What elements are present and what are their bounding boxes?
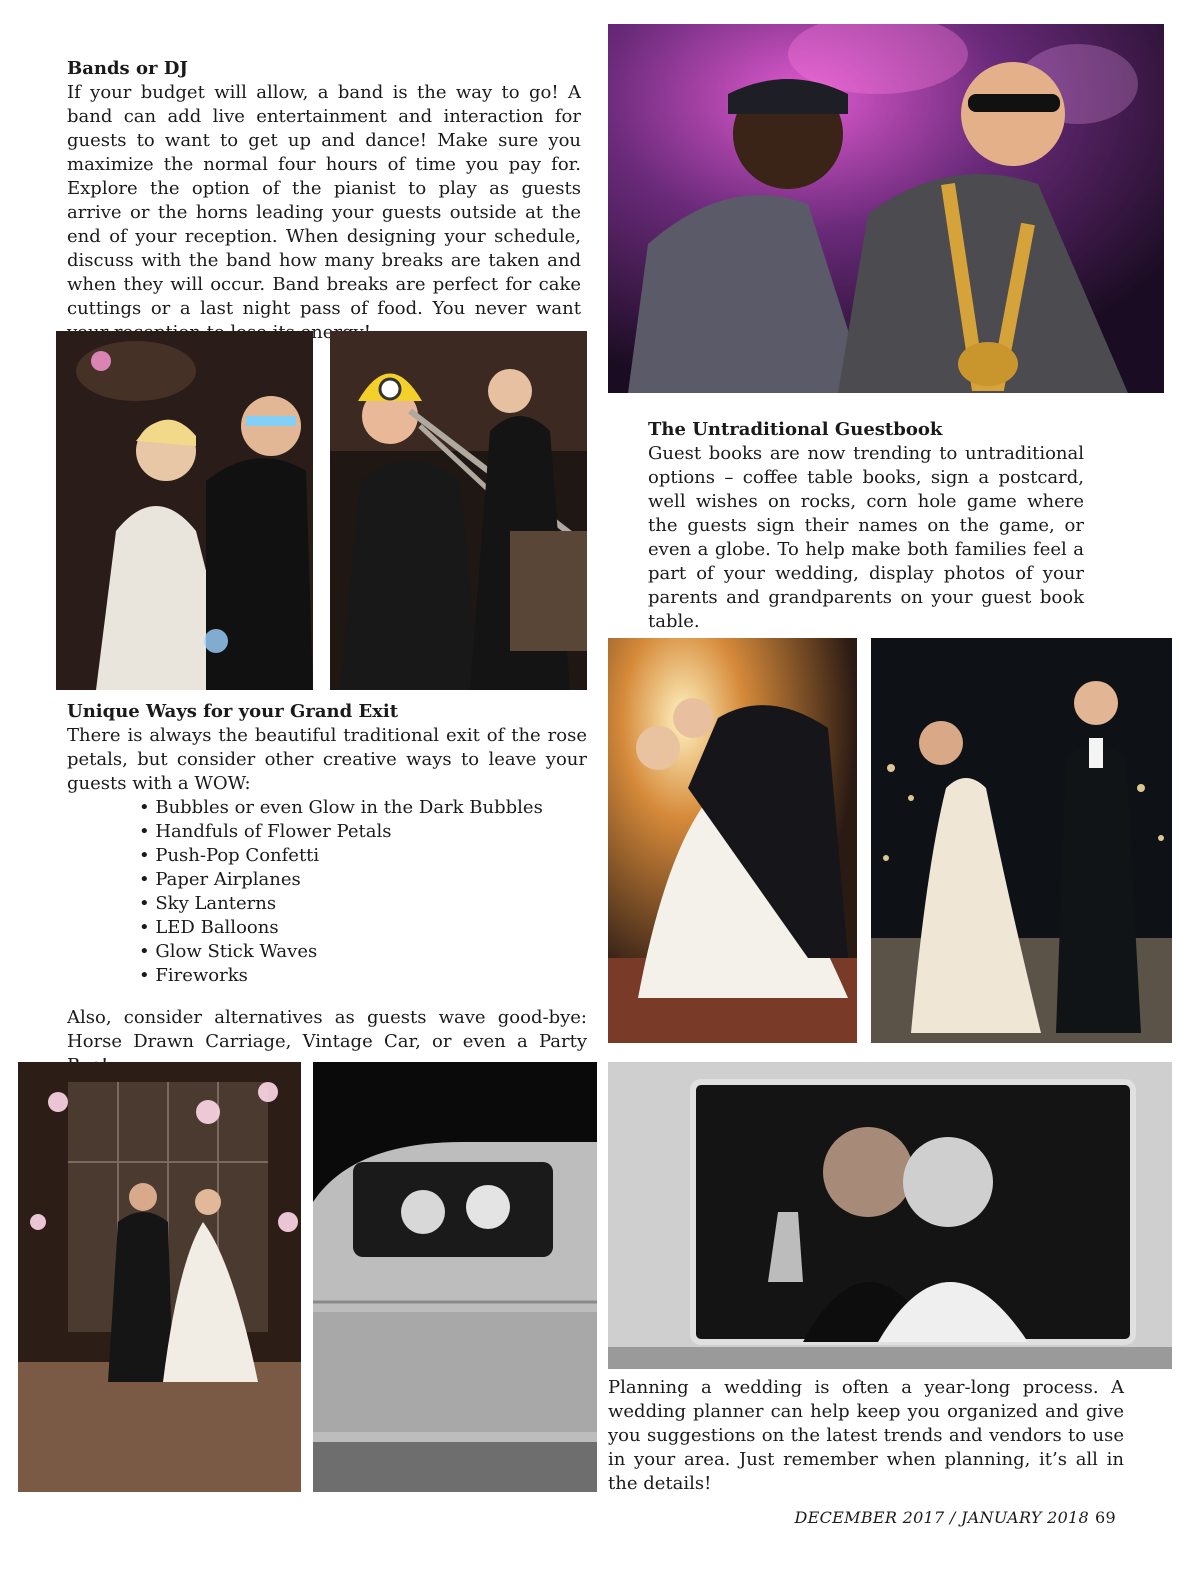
bands-body: If your budget will allow, a band is the way to go! A band can add live entertainment and interaction for guests to want to get up and dance! Make sure you maximize the normal four hours of time you pay for. Explore the option of the pianist to play as guests arrive or the horns leading your guests outside at the end of your reception. When designing your schedule, discuss with the band how many breaks are taken and when they will occur. Band breaks are perfect for cake cuttings or a last night pass of food. You never want — [67, 82, 581, 319]
guestbook-heading: The Untraditional Guestbook — [648, 419, 943, 440]
list-item: • Handfuls of Flower Petals — [139, 820, 587, 844]
section-grand-exit — [67, 700, 587, 1078]
list-item: • Paper Airplanes — [139, 868, 587, 892]
sparkler-kiss-photo — [608, 638, 857, 1043]
section-bands — [67, 57, 581, 345]
bands-heading: Bands or DJ — [67, 58, 188, 79]
closing-body: Planning a wedding is often a year-long process. A wedding planner can help keep you organized and give you suggestions on the latest trends and vendors to use in your area. Just remember when planning, it’s all in the details! — [608, 1377, 1124, 1494]
issue-date: DECEMBER 2017 / JANUARY 2018 — [794, 1508, 1090, 1527]
list-item: • Bubbles or even Glow in the Dark Bubbles — [139, 796, 587, 820]
list-item: • Push-Pop Confetti — [139, 844, 587, 868]
section-closing — [608, 1376, 1124, 1496]
exit-ideas-list — [139, 796, 587, 988]
dancing-couple-photo — [56, 331, 313, 690]
grand-exit-sparklers-photo — [18, 1062, 301, 1492]
exit-outro: Also, consider alternatives as guests wave good-bye: Horse Drawn Carriage, Vintage Car, or even a Party — [67, 1007, 587, 1052]
sparkler-walk-photo — [871, 638, 1172, 1043]
list-item: • Sky Lanterns — [139, 892, 587, 916]
page-footer — [795, 1507, 1116, 1529]
section-guestbook — [648, 418, 1084, 634]
list-item: • LED Balloons — [139, 916, 587, 940]
list-item: • Fireworks — [139, 964, 587, 988]
band-performers-photo — [608, 24, 1164, 393]
exit-heading: Unique Ways for your Grand Exit — [67, 701, 399, 722]
trombone-player-photo — [330, 331, 587, 690]
exit-intro: There is always the beautiful traditional exit of the rose petals, but consider other creative ways to leave your guests with a WOW: — [67, 725, 587, 794]
list-item: • Glow Stick Waves — [139, 940, 587, 964]
page-number: 69 — [1095, 1508, 1116, 1527]
car-window-wave-photo — [608, 1062, 1172, 1369]
guestbook-body: Guest books are now trending to untraditional options – coffee table books, sign a postcard, well wishes on rocks, corn hole game where the guests sign their names on the game, or even a globe. To help make both families feel a part of your wedding, display photos of your parents and grandparents on your guest book table. — [648, 443, 1084, 632]
vintage-car-photo — [313, 1062, 597, 1492]
